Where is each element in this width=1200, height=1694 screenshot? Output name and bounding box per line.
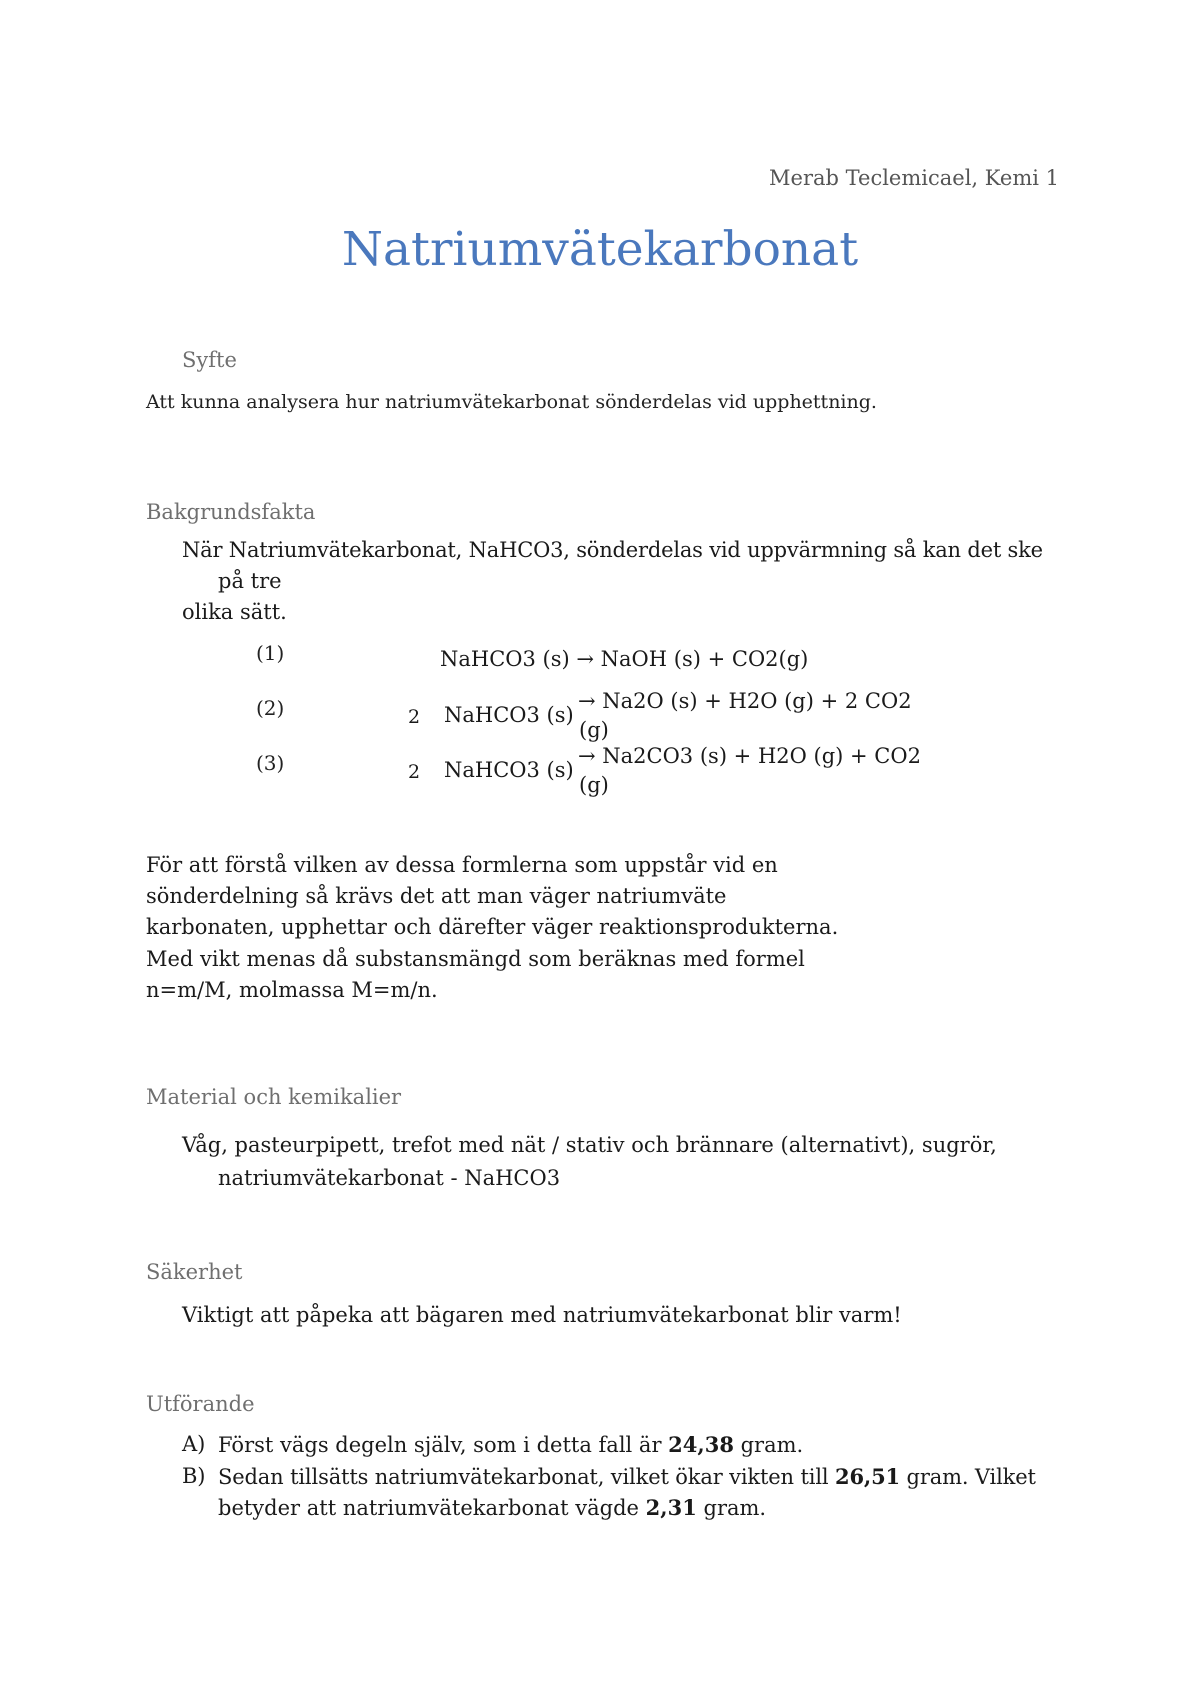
material-line1: Våg, pasteurpipett, trefot med nät / stativ och brännare (alternativt), sugrör, [182,1133,997,1157]
heading-syfte: Syfte [182,348,237,372]
sakerhet-text: Viktigt att påpeka att bägaren med natriumvätekarbonat blir varm! [182,1303,902,1327]
list-item [182,1461,1082,1492]
equation-state-tail: (g) [579,718,609,742]
equation-lhs-formula: NaHCO3 (s) [440,647,570,671]
list-item-text [218,1461,1036,1493]
list-text-pre: Sedan tillsätts natriumvätekarbonat, vilket ökar vikten till [218,1465,835,1489]
list-text-pre: betyder att natriumvätekarbonat vägde [218,1496,646,1520]
material-line2: natriumvätekarbonat - NaHCO3 [218,1166,561,1190]
weight-value: 26,51 [834,1464,900,1489]
equation-number: (2) [256,696,285,720]
weight-value: 24,38 [668,1432,734,1457]
paragraph-line: n=m/M, molmassa M=m/n. [146,978,438,1002]
equation-rhs-formula: → Na2O (s) + H2O (g) + 2 CO2 [578,689,912,713]
list-item [182,1429,1082,1460]
list-text-post: gram. [733,1433,804,1457]
equation-number: (1) [256,641,285,665]
author-line: Merab Teclemicael, Kemi 1 [769,166,1059,190]
list-marker: B) [182,1464,206,1488]
equation-number: (3) [256,751,285,775]
weight-value: 2,31 [645,1495,697,1520]
list-marker: A) [182,1432,206,1456]
bakgrund-intro-line2: på tre [218,569,282,593]
equation-lhs [440,647,808,671]
equation-rhs-formula: → Na2CO3 (s) + H2O (g) + CO2 [578,744,921,768]
paragraph-line: karbonaten, upphettar och därefter väger reaktionsprodukterna. [146,915,839,939]
equation-coefficient: 2 [408,761,421,783]
heading-utforande: Utförande [146,1392,255,1416]
bakgrund-intro-line1: När Natriumvätekarbonat, NaHCO3, sönderdelas vid uppvärmning så kan det ske [182,538,1043,562]
bakgrund-intro-line3: olika sätt. [182,600,287,624]
equation-state-tail: (g) [579,773,609,797]
equation-coefficient: 2 [408,706,421,728]
equation-rhs-formula: → NaOH (s) + CO2(g) [576,647,809,671]
paragraph-line: Med vikt menas då substansmängd som beräknas med formel [146,947,805,971]
heading-bakgrundsfakta: Bakgrundsfakta [146,500,316,524]
heading-sakerhet: Säkerhet [146,1260,243,1284]
paragraph-line: För att förstå vilken av dessa formlerna som uppstår vid en [146,853,778,877]
paragraph-line: sönderdelning så krävs det att man väger natriumväte [146,884,727,908]
equation-lhs-formula: NaHCO3 (s) [444,758,574,782]
syfte-text: Att kunna analysera hur natriumvätekarbonat sönderdelas vid upphettning. [146,391,877,413]
list-text-post: gram. [696,1496,767,1520]
heading-material: Material och kemikalier [146,1085,402,1109]
document-title: Natriumvätekarbonat [341,222,859,277]
list-text-post: gram. Vilket [900,1465,1036,1489]
equation-lhs-formula: NaHCO3 (s) [444,703,574,727]
list-item-continuation [218,1492,766,1524]
list-text-pre: Först vägs degeln själv, som i detta fall är [218,1433,669,1457]
list-item-text [218,1429,803,1461]
